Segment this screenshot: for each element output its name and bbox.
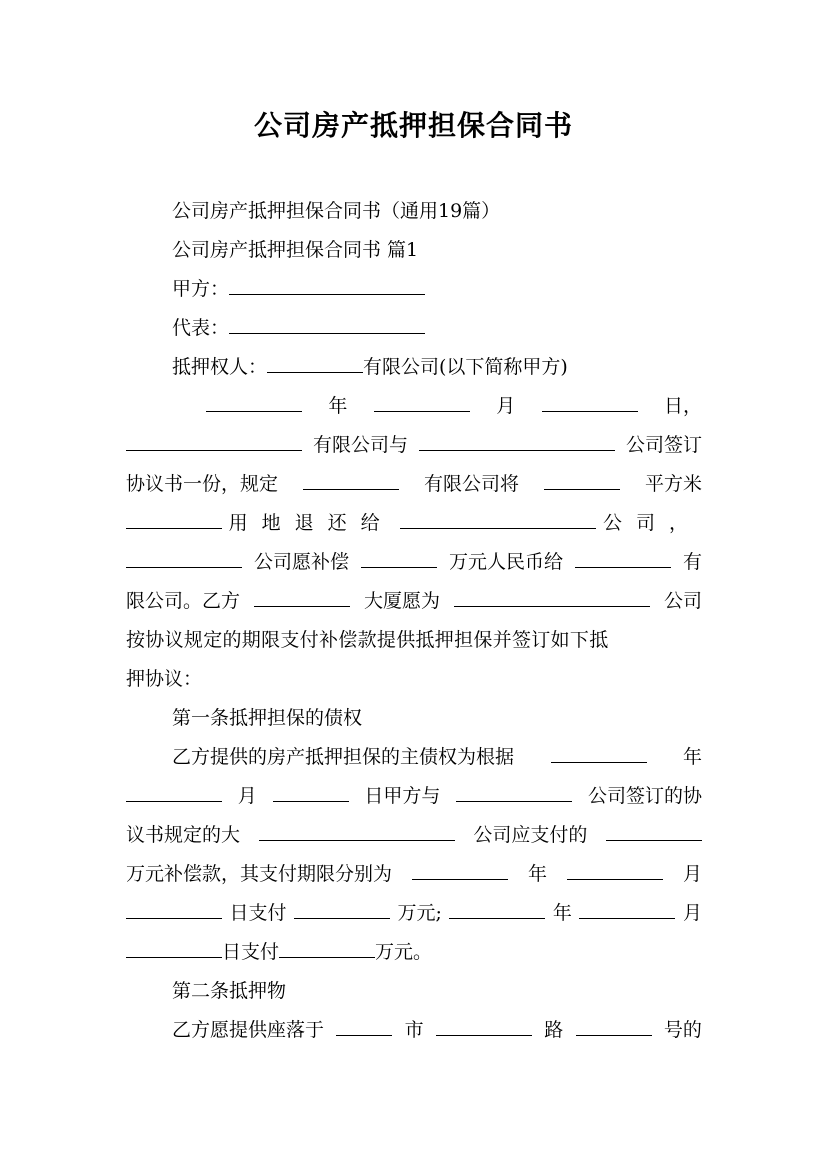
- text: 日支付: [222, 941, 280, 963]
- paragraph-line: [126, 783, 702, 809]
- mortgagee-label: 抵押权人：: [172, 356, 268, 378]
- blank: [412, 861, 508, 880]
- mortgagee-suffix: 有限公司(以下简称甲方): [363, 356, 568, 378]
- blank: [361, 549, 437, 568]
- paragraph-line: [126, 510, 702, 536]
- text: 乙方愿提供座落于: [172, 1019, 325, 1041]
- document-subtitle: 公司房产抵押担保合同书（通用19篇）: [172, 200, 501, 222]
- blank: [454, 588, 650, 607]
- representative-label: 代表：: [172, 317, 230, 339]
- party-a-label: 甲方：: [172, 278, 230, 300]
- mortgagee-line: [126, 354, 748, 380]
- text: 协议书一份，规定: [126, 473, 279, 495]
- blank: [126, 783, 222, 802]
- text: 有限公司将: [423, 473, 519, 495]
- date-month: 月: [496, 395, 516, 417]
- party-a-blank: [229, 276, 425, 295]
- paragraph-line: [126, 822, 702, 848]
- text: 大厦愿为: [363, 590, 440, 612]
- date-line: [206, 393, 702, 419]
- blank: [579, 900, 675, 919]
- text: 日支付: [229, 902, 287, 924]
- representative-blank: [229, 315, 425, 334]
- blank: [436, 1017, 532, 1036]
- blank: [126, 432, 302, 451]
- blank: [336, 1017, 392, 1036]
- blank: [279, 939, 375, 958]
- text: 路: [544, 1019, 564, 1041]
- blank: [259, 822, 455, 841]
- text: 万元补偿款，其支付期限分别为: [126, 863, 393, 885]
- blank: [576, 1017, 652, 1036]
- text: 年: [682, 746, 702, 768]
- paragraph-line: [126, 471, 702, 497]
- paragraph-line: 按协议规定的期限支付补偿款提供抵押担保并签订如下抵: [126, 629, 609, 651]
- text: 年: [527, 863, 547, 885]
- paragraph-line: [126, 939, 702, 965]
- text: 月: [237, 785, 257, 807]
- text: 万元;: [397, 902, 442, 924]
- blank: [254, 588, 350, 607]
- text: 月: [682, 902, 702, 924]
- blank: [606, 822, 702, 841]
- party-a-line: [126, 276, 748, 302]
- blank: [456, 783, 572, 802]
- text: 公司愿补偿: [253, 551, 349, 573]
- text: 公司，: [602, 512, 702, 534]
- blank: [126, 549, 242, 568]
- blank: [400, 510, 596, 529]
- date-year-blank: [206, 393, 302, 412]
- blank: [551, 744, 647, 763]
- text: 万元。: [375, 941, 433, 963]
- blank: [567, 861, 663, 880]
- text: 公司应支付的: [473, 824, 588, 846]
- blank: [294, 900, 390, 919]
- text: 月: [682, 863, 702, 885]
- article-1-heading: 第一条抵押担保的债权: [172, 707, 363, 729]
- date-day: 日，: [663, 395, 702, 417]
- text: 公司签订: [625, 434, 702, 456]
- blank: [126, 900, 222, 919]
- blank: [419, 432, 615, 451]
- date-day-blank: [542, 393, 638, 412]
- article-2-heading: 第二条抵押物: [172, 980, 287, 1002]
- text: 用地退还给: [228, 512, 394, 534]
- paragraph-line: 押协议：: [126, 668, 203, 690]
- blank: [126, 510, 222, 529]
- text: 议书规定的大: [126, 824, 241, 846]
- text: 市: [404, 1019, 424, 1041]
- text: 日甲方与: [364, 785, 441, 807]
- text: 限公司。乙方: [126, 590, 241, 612]
- blank: [449, 900, 545, 919]
- mortgagee-blank: [267, 354, 363, 373]
- blank: [273, 783, 349, 802]
- text: 有限公司与: [312, 434, 408, 456]
- blank: [303, 471, 399, 490]
- text: 有: [682, 551, 702, 573]
- paragraph-line: [126, 744, 702, 770]
- text: 平方米: [644, 473, 702, 495]
- text: 公司签订的协: [587, 785, 702, 807]
- section-heading: 公司房产抵押担保合同书 篇1: [172, 239, 419, 261]
- blank: [126, 939, 222, 958]
- document-title: 公司房产抵押担保合同书: [253, 109, 573, 142]
- text: 号的: [663, 1019, 702, 1041]
- date-month-blank: [374, 393, 470, 412]
- blank: [544, 471, 620, 490]
- paragraph-line: [126, 432, 702, 458]
- date-year: 年: [328, 395, 348, 417]
- blank: [575, 549, 671, 568]
- representative-line: [126, 315, 748, 341]
- paragraph-line: [126, 588, 702, 614]
- text: 公司: [663, 590, 702, 612]
- paragraph-line: [126, 900, 702, 926]
- text: 年: [552, 902, 572, 924]
- text: 乙方提供的房产抵押担保的主债权为根据: [172, 746, 515, 768]
- paragraph-line: [126, 549, 702, 575]
- paragraph-line: [126, 861, 702, 887]
- paragraph-line: [126, 1017, 702, 1043]
- text: 万元人民币给: [448, 551, 563, 573]
